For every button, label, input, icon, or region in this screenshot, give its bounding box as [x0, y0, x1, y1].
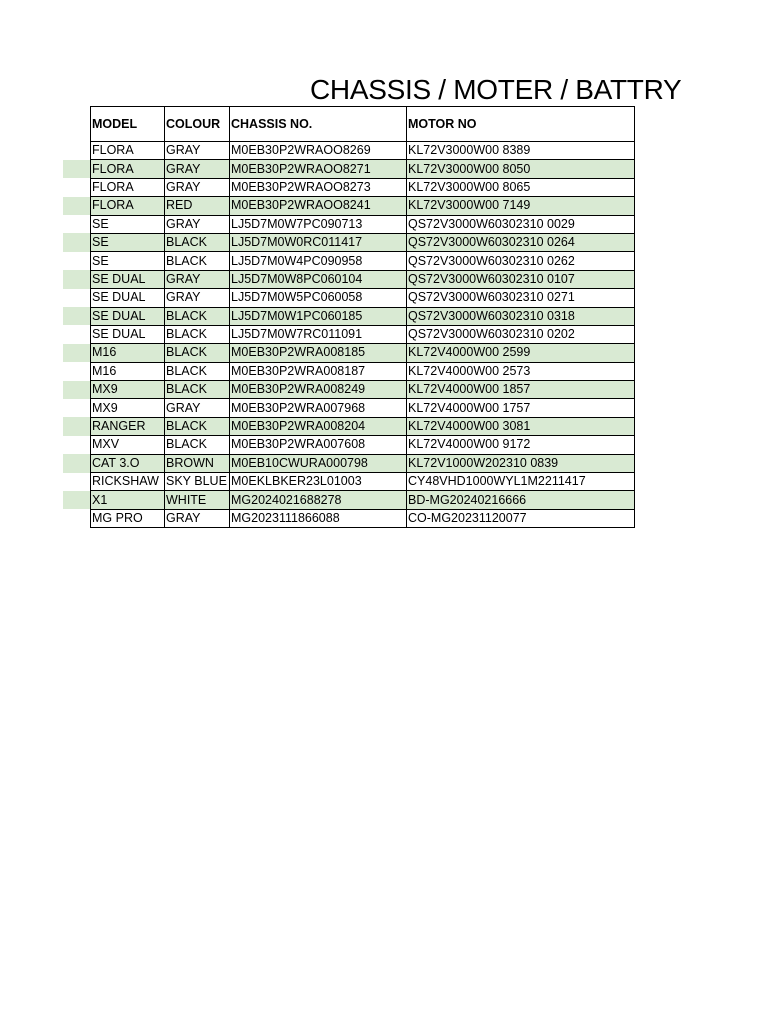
table-row	[91, 473, 635, 491]
cell-chassis-no: LJ5D7M0W4PC090958	[230, 252, 407, 270]
cell-colour: GRAY	[165, 509, 230, 527]
table-body	[91, 142, 635, 528]
table-row	[91, 307, 635, 325]
cell-model: M16	[91, 344, 165, 362]
cell-motor-no: QS72V3000W60302310 0107	[407, 270, 635, 288]
cell-chassis-no: M0EB30P2WRAOO8241	[230, 197, 407, 215]
cell-model: RICKSHAW	[91, 473, 165, 491]
vehicle-table	[90, 106, 635, 528]
cell-chassis-no: M0EB30P2WRA008204	[230, 417, 407, 435]
table-row	[91, 142, 635, 160]
cell-colour: BLACK	[165, 381, 230, 399]
table-row	[91, 362, 635, 380]
cell-model: MG PRO	[91, 509, 165, 527]
cell-colour: GRAY	[165, 270, 230, 288]
row-highlight-strip	[63, 307, 90, 325]
row-highlight-strip	[63, 454, 90, 472]
cell-colour: BLACK	[165, 307, 230, 325]
cell-model: MX9	[91, 381, 165, 399]
header-model: MODEL	[91, 107, 165, 142]
cell-colour: BLACK	[165, 252, 230, 270]
cell-chassis-no: M0EB30P2WRA007608	[230, 436, 407, 454]
cell-colour: BROWN	[165, 454, 230, 472]
cell-motor-no: CY48VHD1000WYL1M2211417	[407, 473, 635, 491]
cell-chassis-no: LJ5D7M0W0RC011417	[230, 233, 407, 251]
cell-motor-no: QS72V3000W60302310 0029	[407, 215, 635, 233]
cell-model: FLORA	[91, 142, 165, 160]
cell-colour: BLACK	[165, 436, 230, 454]
cell-model: M16	[91, 362, 165, 380]
cell-motor-no: KL72V3000W00 8050	[407, 160, 635, 178]
cell-chassis-no: M0EB30P2WRAOO8273	[230, 178, 407, 196]
cell-motor-no: KL72V4000W00 2599	[407, 344, 635, 362]
cell-motor-no: KL72V3000W00 8389	[407, 142, 635, 160]
table-row	[91, 381, 635, 399]
row-highlight-strip	[63, 270, 90, 288]
cell-chassis-no: LJ5D7M0W8PC060104	[230, 270, 407, 288]
cell-colour: GRAY	[165, 399, 230, 417]
cell-motor-no: QS72V3000W60302310 0264	[407, 233, 635, 251]
cell-model: RANGER	[91, 417, 165, 435]
cell-model: X1	[91, 491, 165, 509]
cell-motor-no: QS72V3000W60302310 0262	[407, 252, 635, 270]
cell-model: MXV	[91, 436, 165, 454]
cell-chassis-no: M0EKLBKER23L01003	[230, 473, 407, 491]
cell-model: MX9	[91, 399, 165, 417]
cell-chassis-no: M0EB30P2WRA007968	[230, 399, 407, 417]
cell-motor-no: CO-MG20231120077	[407, 509, 635, 527]
cell-model: FLORA	[91, 197, 165, 215]
table-row	[91, 233, 635, 251]
table-row	[91, 325, 635, 343]
table-header-row	[91, 107, 635, 142]
cell-colour: WHITE	[165, 491, 230, 509]
row-highlight-strip	[63, 344, 90, 362]
cell-colour: RED	[165, 197, 230, 215]
cell-motor-no: QS72V3000W60302310 0318	[407, 307, 635, 325]
cell-chassis-no: MG2023111866088	[230, 509, 407, 527]
table-row	[91, 270, 635, 288]
sheet-title: CHASSIS / MOTER / BATTRY	[310, 74, 682, 105]
table-row	[91, 344, 635, 362]
cell-colour: SKY BLUE	[165, 473, 230, 491]
row-highlight-strip	[63, 197, 90, 215]
cell-chassis-no: LJ5D7M0W7PC090713	[230, 215, 407, 233]
cell-colour: BLACK	[165, 344, 230, 362]
cell-motor-no: KL72V4000W00 3081	[407, 417, 635, 435]
cell-chassis-no: M0EB30P2WRA008185	[230, 344, 407, 362]
cell-chassis-no: M0EB30P2WRAOO8271	[230, 160, 407, 178]
row-highlight-strip	[63, 491, 90, 509]
cell-motor-no: KL72V4000W00 2573	[407, 362, 635, 380]
table-row	[91, 436, 635, 454]
cell-chassis-no: M0EB30P2WRAOO8269	[230, 142, 407, 160]
cell-model: SE DUAL	[91, 307, 165, 325]
cell-motor-no: KL72V3000W00 8065	[407, 178, 635, 196]
cell-model: SE	[91, 252, 165, 270]
cell-motor-no: QS72V3000W60302310 0202	[407, 325, 635, 343]
cell-colour: GRAY	[165, 160, 230, 178]
cell-colour: BLACK	[165, 417, 230, 435]
table-row	[91, 509, 635, 527]
cell-chassis-no: M0EB10CWURA000798	[230, 454, 407, 472]
cell-motor-no: KL72V4000W00 1757	[407, 399, 635, 417]
row-highlight-strip	[63, 233, 90, 251]
cell-colour: GRAY	[165, 178, 230, 196]
table-row	[91, 491, 635, 509]
cell-colour: GRAY	[165, 289, 230, 307]
cell-colour: GRAY	[165, 215, 230, 233]
cell-motor-no: QS72V3000W60302310 0271	[407, 289, 635, 307]
cell-colour: GRAY	[165, 142, 230, 160]
table-row	[91, 160, 635, 178]
table-row	[91, 197, 635, 215]
cell-colour: BLACK	[165, 325, 230, 343]
cell-motor-no: KL72V4000W00 9172	[407, 436, 635, 454]
header-motor-no: MOTOR NO	[407, 107, 635, 142]
cell-model: SE DUAL	[91, 270, 165, 288]
cell-model: FLORA	[91, 178, 165, 196]
cell-chassis-no: MG2024021688278	[230, 491, 407, 509]
row-highlight-strip	[63, 381, 90, 399]
header-chassis-no: CHASSIS NO.	[230, 107, 407, 142]
cell-chassis-no: LJ5D7M0W1PC060185	[230, 307, 407, 325]
cell-chassis-no: M0EB30P2WRA008249	[230, 381, 407, 399]
cell-colour: BLACK	[165, 362, 230, 380]
row-highlight-strip	[63, 417, 90, 435]
cell-model: SE	[91, 233, 165, 251]
cell-chassis-no: M0EB30P2WRA008187	[230, 362, 407, 380]
table-row	[91, 178, 635, 196]
cell-colour: BLACK	[165, 233, 230, 251]
cell-motor-no: KL72V4000W00 1857	[407, 381, 635, 399]
cell-model: FLORA	[91, 160, 165, 178]
table-row	[91, 399, 635, 417]
cell-motor-no: BD-MG20240216666	[407, 491, 635, 509]
cell-motor-no: KL72V1000W202310 0839	[407, 454, 635, 472]
cell-model: SE DUAL	[91, 325, 165, 343]
table-row	[91, 417, 635, 435]
table-row	[91, 454, 635, 472]
cell-model: CAT 3.O	[91, 454, 165, 472]
cell-model: SE	[91, 215, 165, 233]
cell-chassis-no: LJ5D7M0W7RC011091	[230, 325, 407, 343]
table-row	[91, 289, 635, 307]
cell-chassis-no: LJ5D7M0W5PC060058	[230, 289, 407, 307]
header-colour: COLOUR	[165, 107, 230, 142]
cell-model: SE DUAL	[91, 289, 165, 307]
cell-motor-no: KL72V3000W00 7149	[407, 197, 635, 215]
row-highlight-strip	[63, 160, 90, 178]
table-row	[91, 215, 635, 233]
table-row	[91, 252, 635, 270]
